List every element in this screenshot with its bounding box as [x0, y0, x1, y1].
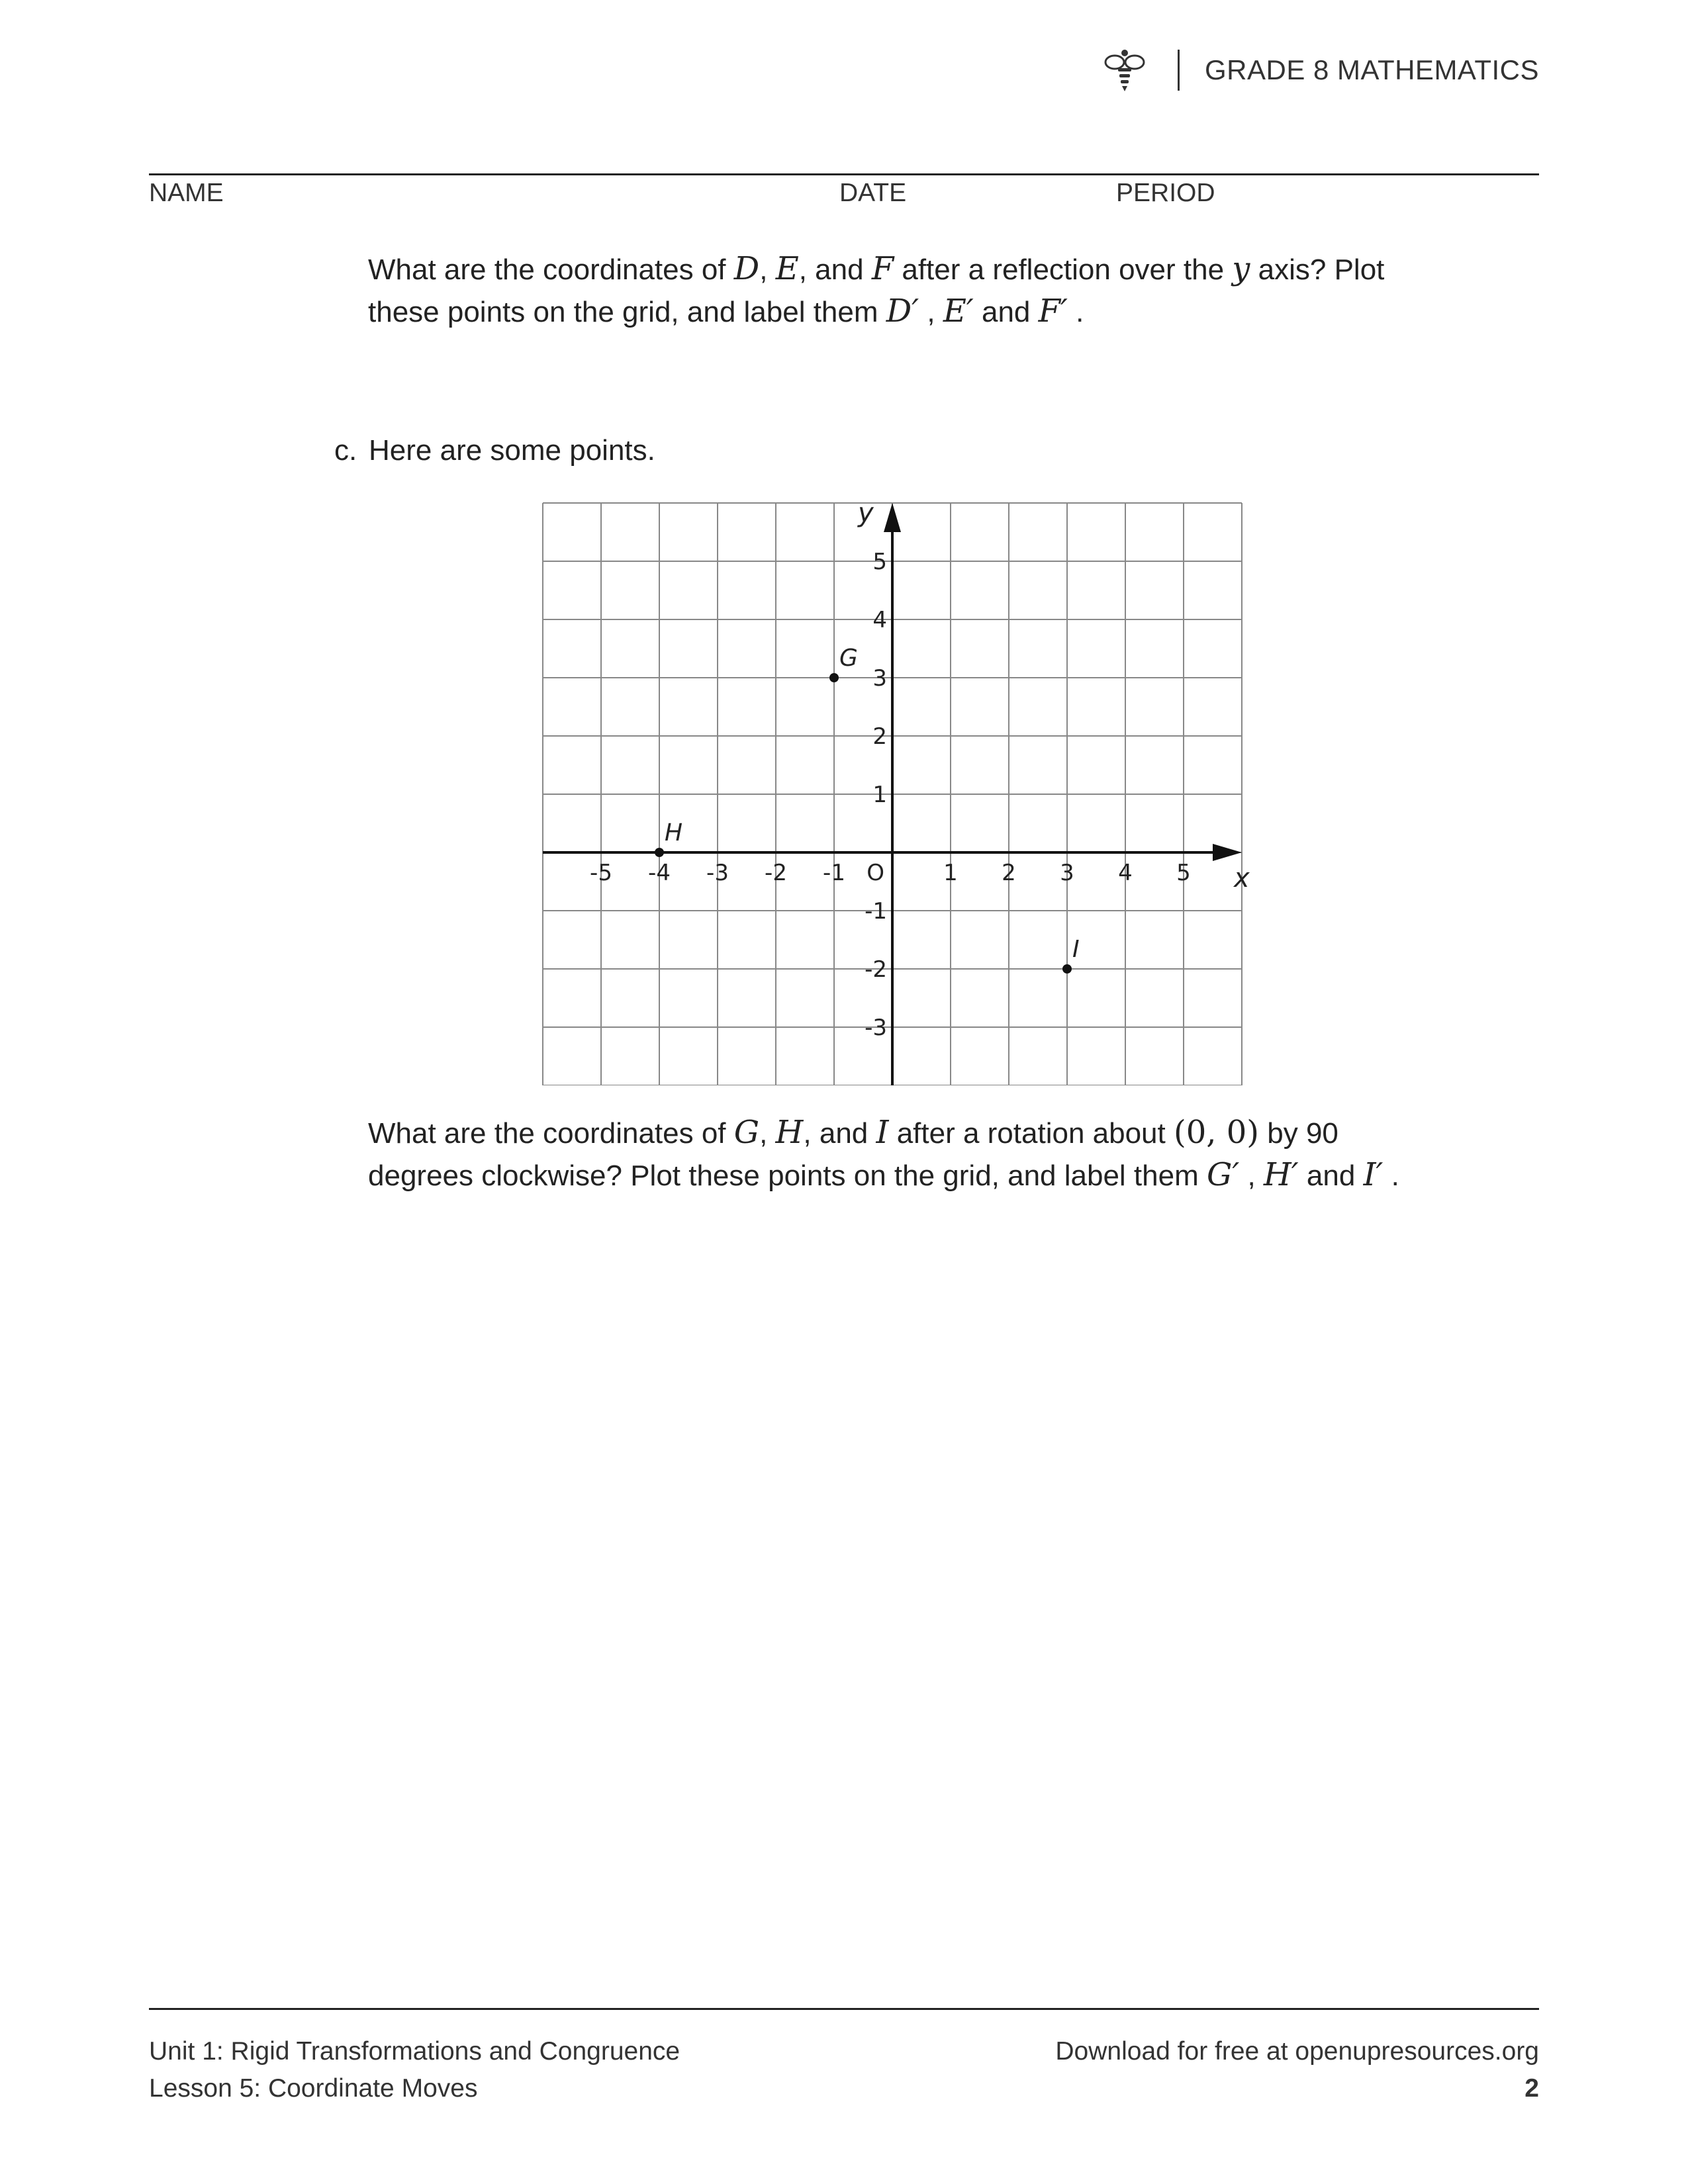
y-tick-label: 1 [872, 782, 887, 808]
y-tick-label: 4 [872, 607, 887, 633]
point-label-g: G [839, 645, 858, 672]
axes [543, 498, 1250, 1085]
period-field-label: PERIOD [1116, 179, 1215, 207]
text: after a rotation about [888, 1117, 1174, 1150]
text: these points on the grid, and label them [368, 296, 886, 328]
math-var: F [871, 250, 894, 287]
item-marker: c. [334, 434, 357, 467]
unit-title: Unit 1: Rigid Transformations and Congruence [149, 2037, 680, 2066]
question-b-text [368, 248, 1493, 333]
math-var: G′ [1206, 1156, 1240, 1193]
name-rule [149, 173, 1539, 175]
text: , [759, 1117, 776, 1150]
y-tick-label: 2 [872, 723, 887, 750]
text: by 90 [1259, 1117, 1338, 1150]
math-var: I′ [1363, 1156, 1383, 1193]
y-tick-label: -1 [865, 898, 887, 925]
point-label-i: I [1072, 936, 1080, 963]
text: , and [803, 1117, 876, 1150]
date-field-label: DATE [839, 179, 907, 207]
item-text: Here are some points. [369, 434, 655, 467]
y-tick-label: -3 [865, 1015, 887, 1041]
page-number: 2 [1524, 2074, 1539, 2103]
bee-logo-icon [1103, 46, 1146, 94]
text: and [973, 296, 1039, 328]
coordinate-grid [530, 490, 1258, 1085]
text: , [919, 296, 943, 328]
y-tick-label: -2 [865, 956, 887, 983]
text: What are the coordinates of [368, 253, 734, 286]
point-i [1062, 964, 1072, 974]
header-divider [1178, 50, 1180, 91]
download-link-text: Download for free at openupresources.org [1055, 2037, 1539, 2066]
footer-left [149, 2033, 680, 2107]
x-tick-label: -4 [648, 860, 671, 886]
math-var: H′ [1263, 1156, 1299, 1193]
math-var: E [775, 250, 799, 287]
x-tick-label: -5 [590, 860, 612, 886]
text: degrees clockwise? Plot these points on the grid, and label them [368, 1160, 1207, 1192]
x-axis-label: x [1234, 863, 1250, 893]
text: axis? Plot [1250, 253, 1385, 286]
x-tick-label: 5 [1176, 860, 1191, 886]
text: , and [798, 253, 872, 286]
y-tick-label: 5 [872, 549, 887, 575]
text: after a reflection over the [894, 253, 1233, 286]
lesson-title: Lesson 5: Coordinate Moves [149, 2074, 478, 2103]
math-var: G [733, 1114, 760, 1151]
text: and [1298, 1160, 1364, 1192]
x-tick-label: 4 [1118, 860, 1133, 886]
question-c-text [368, 1112, 1526, 1197]
text: , [759, 253, 776, 286]
name-field-label: NAME [149, 179, 224, 207]
point-h [655, 848, 664, 857]
x-tick-label: 3 [1060, 860, 1074, 886]
x-tick-label: -1 [823, 860, 845, 886]
item-c [334, 430, 655, 471]
text: . [1067, 296, 1084, 328]
math-var: D′ [886, 293, 919, 330]
x-tick-label: -3 [706, 860, 729, 886]
point-label-h: H [665, 819, 683, 846]
y-tick-label: 3 [872, 665, 887, 692]
text: , [1239, 1160, 1264, 1192]
point-g [829, 673, 839, 682]
y-axis-label: y [858, 498, 874, 528]
text: . [1383, 1160, 1399, 1192]
text: What are the coordinates of [368, 1117, 734, 1150]
origin-label: O [867, 860, 884, 886]
y-axis-arrow [884, 503, 901, 532]
math-var: y [1232, 250, 1250, 287]
math-var: E′ [943, 293, 974, 330]
x-tick-label: 2 [1002, 860, 1016, 886]
math-var: D [733, 250, 760, 287]
footer-right [1055, 2033, 1539, 2107]
footer-rule [149, 2008, 1539, 2010]
page-header [1103, 46, 1539, 94]
math-var: F′ [1038, 293, 1068, 330]
math-var: H [775, 1114, 804, 1151]
math-coord: (0, 0) [1173, 1114, 1260, 1151]
x-tick-label: 1 [943, 860, 958, 886]
page-title: GRADE 8 MATHEMATICS [1205, 54, 1539, 85]
math-var: I [876, 1114, 889, 1151]
x-tick-label: -2 [765, 860, 787, 886]
x-axis-arrow [1213, 844, 1242, 861]
